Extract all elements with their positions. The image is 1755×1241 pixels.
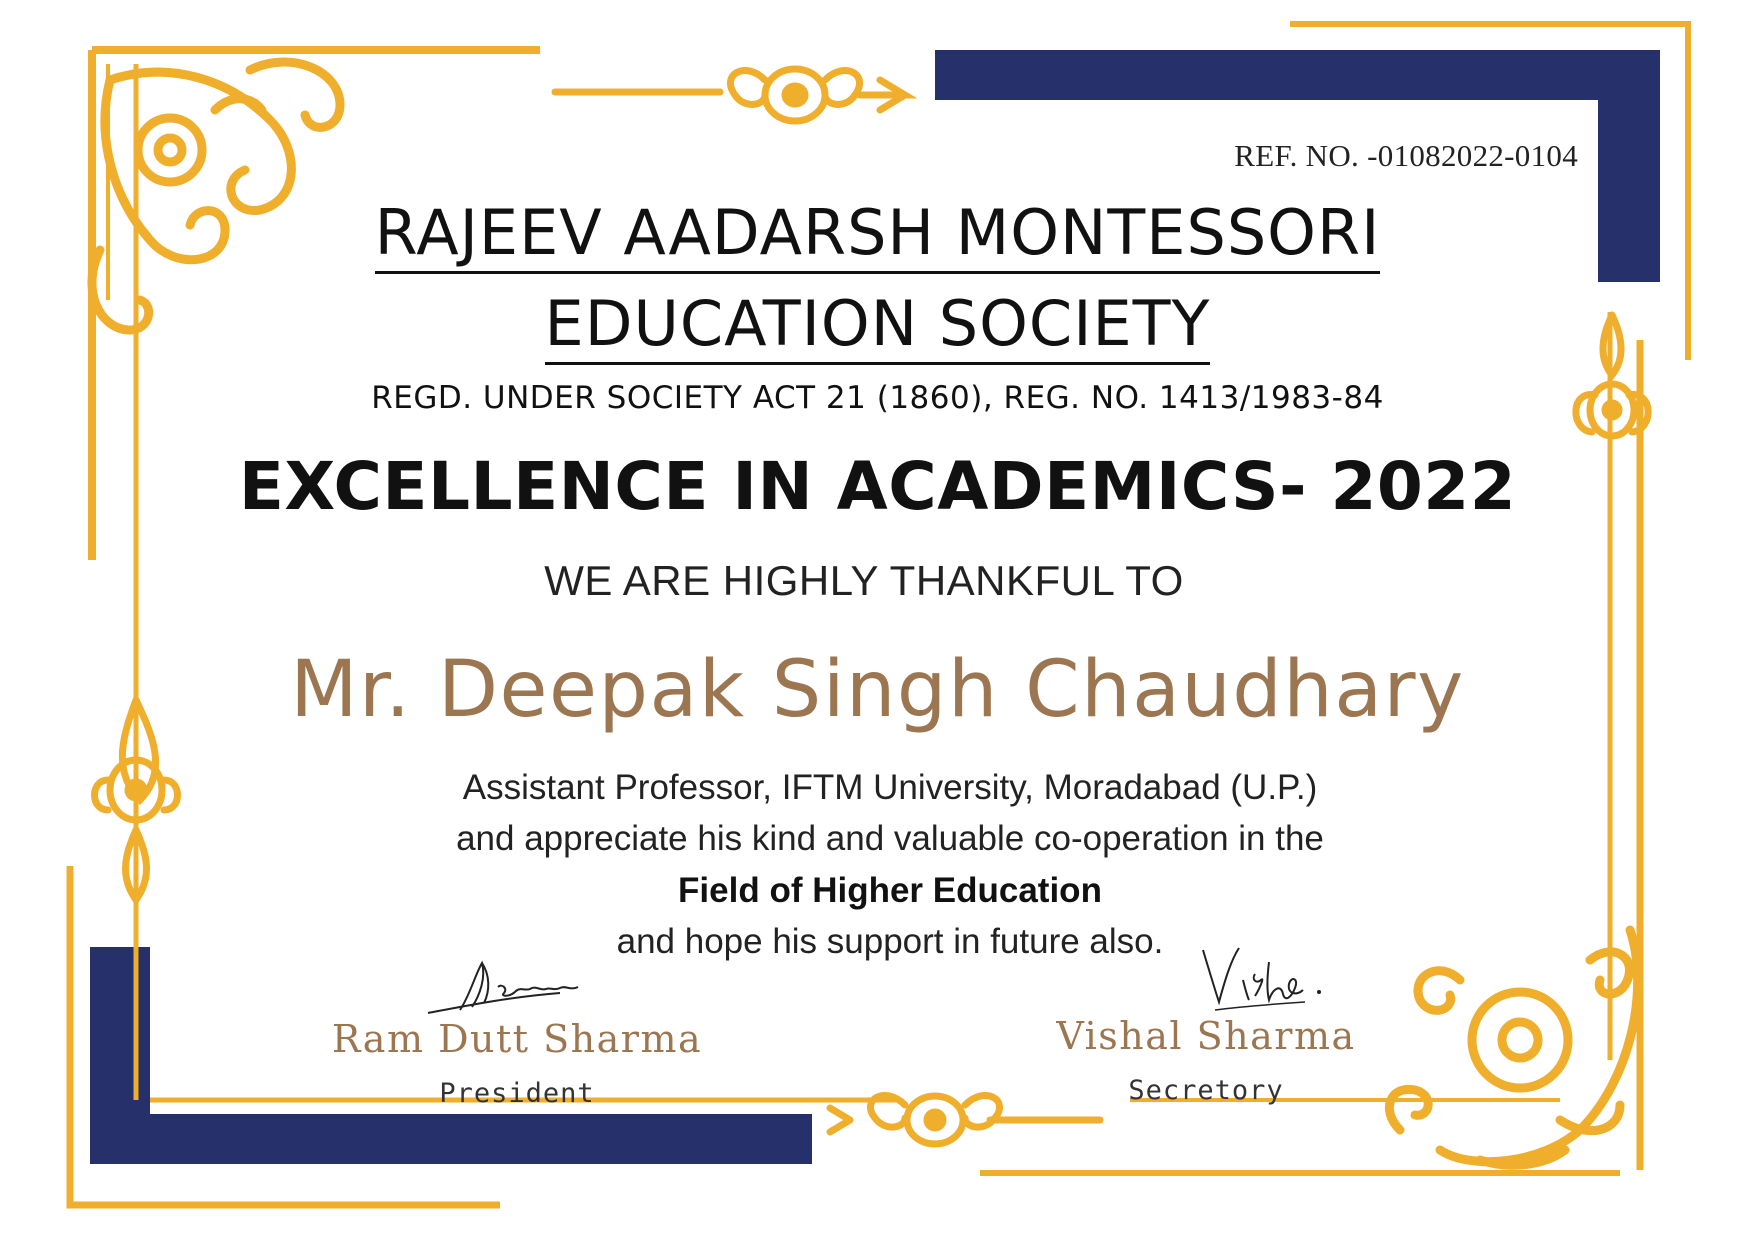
appreciation-line: and appreciate his kind and valuable co-operation in the — [456, 819, 1324, 858]
thank-line: WE ARE HIGHLY THANKFUL TO — [544, 557, 1184, 604]
closing-line: and hope his support in future also. — [616, 922, 1164, 961]
registration-text: REGD. UNDER SOCIETY ACT 21 (1860), REG. NO. 1413/1983-84 — [371, 380, 1384, 416]
recipient-name: Mr. Deepak Singh Chaudhary — [290, 645, 1465, 735]
secretary-name: Vishal Sharma — [1056, 1014, 1356, 1058]
ornament-top-center — [555, 69, 905, 121]
recipient-designation: Assistant Professor, IFTM University, Moradabad (U.P.) — [462, 768, 1318, 807]
reference-number: REF. NO. -01082022-0104 — [1234, 138, 1578, 173]
signature-president — [420, 955, 600, 1025]
signature-secretary — [1195, 940, 1325, 1020]
president-title: President — [439, 1078, 595, 1109]
organization-name-line1: RAJEEV AADARSH MONTESSORI — [0, 196, 1755, 269]
president-name: Ram Dutt Sharma — [331, 1017, 703, 1061]
organization-name-line2: EDUCATION SOCIETY — [0, 287, 1755, 360]
navy-band-bottom-left — [90, 1114, 812, 1164]
award-title: EXCELLENCE IN ACADEMICS- 2022 — [238, 448, 1517, 525]
secretary-title: Secretory — [1128, 1075, 1284, 1106]
navy-band-top-right — [935, 50, 1660, 100]
field-of-education: Field of Higher Education — [678, 871, 1102, 910]
